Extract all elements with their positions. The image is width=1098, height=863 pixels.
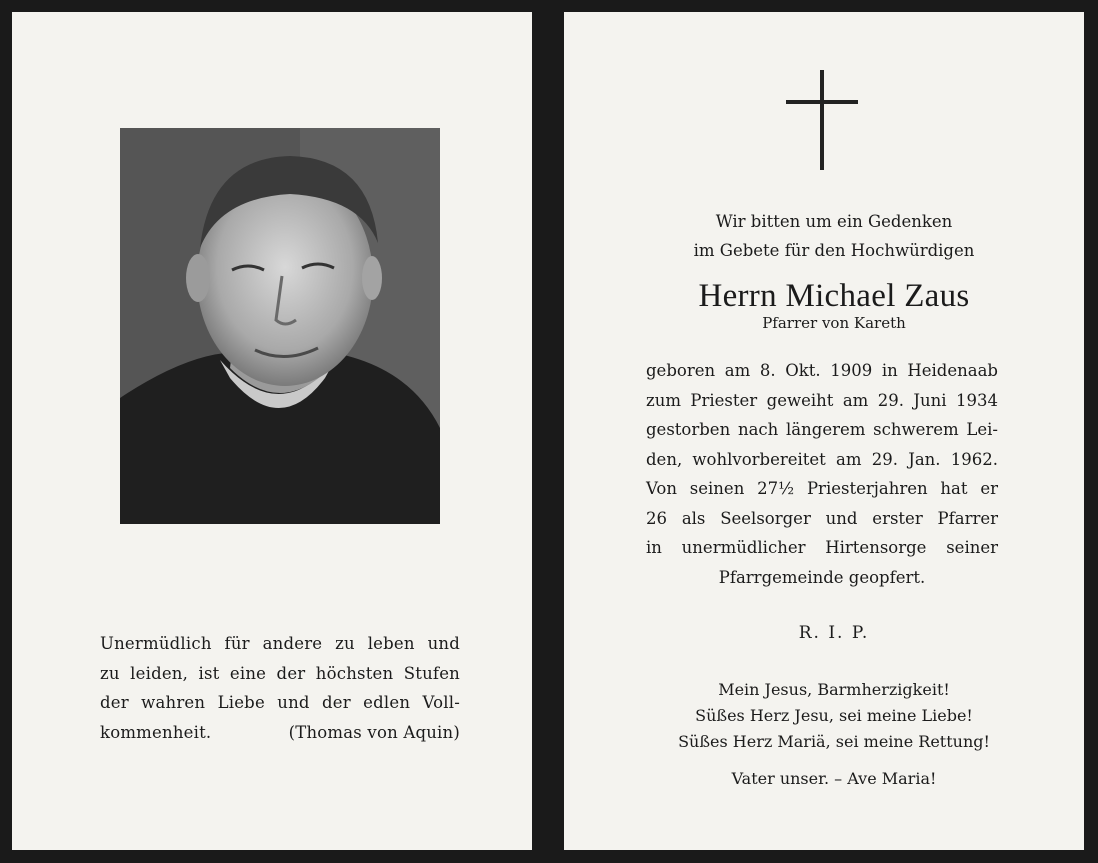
biography-block (646, 356, 998, 592)
intro-line: im Gebete für den Hochwürdigen (693, 241, 975, 260)
cross-icon (786, 70, 858, 170)
left-card-panel (12, 12, 532, 850)
bio-line: zum Priester geweiht am 29. Juni 1934 (646, 390, 998, 410)
prayer-line: Süßes Herz Jesu, sei meine Liebe! (695, 706, 973, 725)
prayer-line: Süßes Herz Mariä, sei meine Rettung! (678, 732, 990, 751)
portrait-photo (120, 128, 440, 524)
quote-block (100, 629, 460, 747)
deceased-name: Herrn Michael Zaus (698, 278, 970, 314)
intro-line: Wir bitten um ein Gedenken (715, 212, 953, 231)
bio-line: gestorben nach längerem schwerem Lei- (646, 420, 998, 439)
bio-line: Pfarrgemeinde geopfert. (718, 567, 926, 587)
quote-last-line (100, 718, 460, 748)
quote-line: kommenheit. (100, 722, 212, 742)
deceased-title: Pfarrer von Kareth (762, 314, 906, 332)
prayers-block (624, 677, 1044, 755)
closing-prayer: Vater unser. – Ave Maria! (731, 769, 937, 788)
prayer-line: Mein Jesus, Barmherzigkeit! (718, 680, 950, 699)
bio-line: geboren am 8. Okt. 1909 in Heidenaab (646, 361, 998, 380)
quote-line: zu leiden, ist eine der höchsten Stufen (100, 663, 460, 683)
bio-line: 26 als Seelsorger und erster Pfarrer (646, 508, 998, 528)
bio-line: den, wohlvorbereitet am 29. Jan. 1962. (646, 449, 998, 469)
intro-text (624, 207, 1044, 265)
quote-line: der wahren Liebe und der edlen Voll- (100, 693, 460, 712)
portrait-image (120, 128, 440, 524)
bio-line: in unermüdlicher Hirtensorge seiner (646, 538, 998, 557)
quote-line: Unermüdlich für andere zu leben und (100, 634, 460, 653)
quote-author: (Thomas von Aquin) (288, 722, 460, 742)
bio-line: Von seinen 27½ Priesterjahren hat er (646, 479, 998, 498)
right-card-panel (564, 12, 1084, 850)
rip-text: R. I. P. (798, 623, 870, 643)
